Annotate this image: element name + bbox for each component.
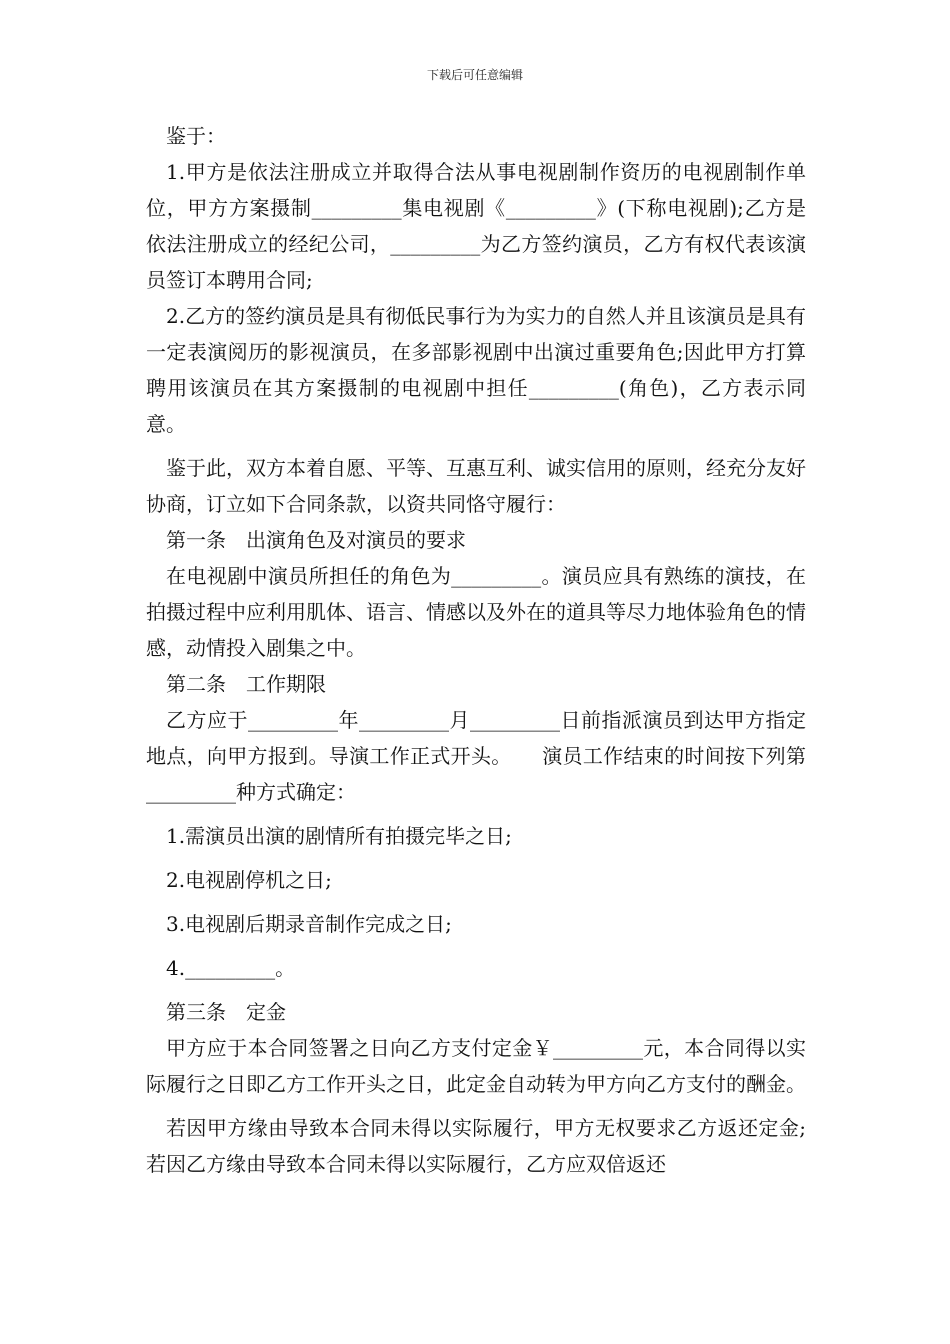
article-2-body: 乙方应于_________年_________月_________日前指派演员到达甲方指定地点，向甲方报到。导演工作正式开头。 演员工作结束的时间按下列第_________种方式确定： [146, 708, 806, 804]
article-2-heading: 第二条 工作期限 [166, 672, 326, 696]
whereas-item-2: 2.乙方的签约演员是具有彻低民事行为为实力的自然人并且该演员是具有一定表演阅历的影视演员，在多部影视剧中出演过重要角色;因此甲方打算聘用该演员在其方案摄制的电视剧中担任_________(角色)，乙方表示同意。 [146, 304, 806, 436]
option-2: 2.电视剧停机之日; [166, 868, 332, 892]
article-3-body-a: 甲方应于本合同签署之日向乙方支付定金￥_________元，本合同得以实际履行之日即乙方工作开头之日，此定金自动转为甲方向乙方支付的酬金。 [146, 1036, 806, 1096]
whereas-heading: 鉴于： [166, 124, 226, 148]
option-3: 3.电视剧后期录音制作完成之日; [166, 912, 452, 936]
option-4: 4._________。 [166, 956, 296, 980]
page-header: 下载后可任意编辑 [426, 68, 523, 82]
article-3-heading: 第三条 定金 [166, 1000, 286, 1024]
article-1-heading: 第一条 出演角色及对演员的要求 [166, 528, 466, 552]
document-body [146, 118, 806, 1182]
article-3-body-b: 若因甲方缘由导致本合同未得以实际履行，甲方无权要求乙方返还定金;若因乙方缘由导致本合同未得以实际履行，乙方应双倍返还 [146, 1116, 806, 1176]
option-1: 1.需演员出演的剧情所有拍摄完毕之日; [166, 824, 512, 848]
whereas-item-1: 1.甲方是依法注册成立并取得合法从事电视剧制作资历的电视剧制作单位，甲方方案摄制_________集电视剧《_________》(下称电视剧);乙方是依法注册成立的经纪公司，_________为乙方签约演员，乙方有权代表该演员签订本聘用合同; [146, 160, 806, 292]
article-1-body: 在电视剧中演员所担任的角色为_________。演员应具有熟练的演技，在拍摄过程中应利用肌体、语言、情感以及外在的道具等尽力地体验角色的情感，动情投入剧集之中。 [146, 564, 806, 660]
agreement-paragraph: 鉴于此，双方本着自愿、平等、互惠互利、诚实信用的原则，经充分友好协商，订立如下合同条款，以资共同恪守履行： [146, 456, 806, 516]
